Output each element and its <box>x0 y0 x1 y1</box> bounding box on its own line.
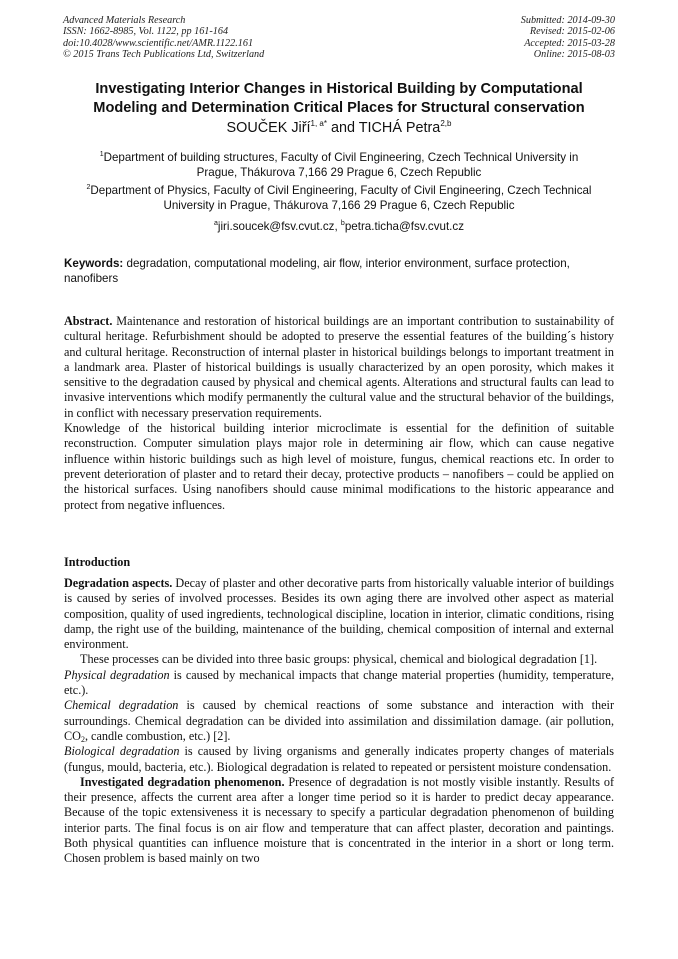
affiliation-1-number: 1 <box>99 151 104 158</box>
date-revised: Revised: 2015-02-06 <box>529 26 615 38</box>
introduction-body <box>64 576 614 867</box>
journal-copyright: © 2015 Trans Tech Publications Ltd, Switzerland <box>63 49 265 61</box>
email-b: petra.ticha@fsv.cvut.cz <box>344 220 464 233</box>
journal-header <box>63 15 264 61</box>
abstract <box>64 314 614 513</box>
email-b-marker: b <box>340 220 345 227</box>
affiliation-2-line-2: University in Prague, Thákurova 7,166 29 Prague 6, Czech Republic <box>163 199 515 212</box>
intro-p1-text: Decay of plaster and other decorative parts from historically valuable interior of buildings is caused by series of involved processes. Besides its own aging there are involved other aspect as material composition, quality of used ingredients, technological discipline, location in interior, climatic conditions, rising damp, the right use of the building, maintenance of the building, chemical composition of internal and external environment. <box>64 576 615 652</box>
introduction-heading: Introduction <box>64 555 131 569</box>
keywords-label: Keywords: <box>64 257 124 270</box>
intro-p1-label: Degradation aspects. <box>64 576 173 590</box>
paper-title <box>50 80 628 118</box>
abstract-label: Abstract. <box>64 314 113 328</box>
intro-p4-text-a: is caused by chemical reactions of some substance and interaction with their surroundings. Chemical degradation can be divided into assimilation and dissimilation damage. (air pollution, CO <box>64 698 615 743</box>
affiliation-1 <box>58 150 620 180</box>
abstract-paragraph-2: Knowledge of the historical building interior microclimate is essential for the definition of suitable reconstruction. Computer simulation plays major role in determining air flow, which can cause negative influence within historic buildings such as high level of moisture, fungus, chemical reactions etc. In order to prevent deterioration of plaster and to retard their decay, protective products – nanofibers – could be applied on the historical surfaces. Using nanofibers should cause minimal modifications to the historic appearance and protect from negative influences. <box>64 421 614 512</box>
intro-paragraph-4 <box>64 698 614 744</box>
affiliation-1-line-1: Department of building structures, Faculty of Civil Engineering, Czech Technical University in <box>103 151 579 164</box>
journal-doi: doi:10.4028/www.scientific.net/AMR.1122.161 <box>63 37 254 49</box>
author-emails <box>58 219 620 234</box>
email-a-marker: a <box>213 220 218 227</box>
journal-name: Advanced Materials Research <box>63 15 186 26</box>
affiliation-2-number: 2 <box>86 184 91 191</box>
intro-p5-text: is caused by living organisms and generally indicates property changes of materials (fungus, mould, bacteria, etc.). Biological degradation is related to repeated or persistent moisture condensation. <box>64 744 614 774</box>
intro-paragraph-5 <box>64 744 614 775</box>
author-2-marker: 2,b <box>440 119 452 128</box>
author-1: SOUČEK Jiří <box>226 120 311 136</box>
intro-p3-label: Physical degradation <box>64 667 170 682</box>
affiliation-2 <box>58 183 620 213</box>
affiliation-2-line-1: Department of Physics, Faculty of Civil Engineering, Faculty of Civil Engineering, Czech Technical <box>90 184 592 197</box>
title-line-1: Investigating Interior Changes in Historical Building by Computational <box>95 81 583 97</box>
intro-paragraph-6 <box>64 775 614 867</box>
intro-paragraph-2: These processes can be divided into three basic groups: physical, chemical and biological degradation [1]. <box>80 652 598 667</box>
intro-p3-text: is caused by mechanical impacts that change material properties (humidity, temperature, etc.). <box>64 667 614 698</box>
intro-p4-text-b: , candle combustion, etc.) [2]. <box>84 728 231 743</box>
author-connector: and <box>330 120 355 136</box>
keywords-text: degradation, computational modeling, air flow, interior environment, surface protection, nanofibers <box>64 257 570 285</box>
date-submitted: Submitted: 2014-09-30 <box>520 15 615 26</box>
author-2: TICHÁ Petra <box>358 120 441 136</box>
date-accepted: Accepted: 2015-03-28 <box>524 37 615 49</box>
author-1-marker: 1, a* <box>310 119 327 128</box>
keywords <box>64 256 614 286</box>
abstract-paragraph-1 <box>64 314 614 421</box>
intro-p5-label: Biological degradation <box>64 744 180 759</box>
email-a: jiri.soucek@fsv.cvut.cz, <box>217 220 338 233</box>
title-line-2: Modeling and Determination Critical Places for Structural conservation <box>93 100 585 116</box>
intro-p6-text: Presence of degradation is not mostly visible instantly. Results of their presence, affects the current area after a longer time period so it is harder to predict decay appearance. Because of the topic extensiveness it is necessary to specify a particular degradation phenomenon of building interior parts. The final focus is on air flow and temperature that can affect plaster, decoration and paintings. Both physical quantities can influence moisture that is concentrated in the interior in a short or long term. Chosen problem is based mainly on two <box>64 774 615 866</box>
intro-p6-label: Investigated degradation phenomenon. <box>80 774 285 789</box>
intro-paragraph-3 <box>64 668 614 699</box>
date-online: Online: 2015-08-03 <box>533 49 615 61</box>
abstract-text-1: Maintenance and restoration of historical buildings are an important contribution to sustainability of cultural heritage. Refurbishment should be adopted to preserve the essential features of the building´s history and cultural heritage. Reconstruction of internal plaster in historical buildings belongs to important treatment in a landmark area. Plaster of historical buildings is usually characterized by an open porosity, which makes it sensitive to the degradation caused by physical and chemical agents. Alterations and structural faults can lead to invasive interventions which modify permanently the cultural value and the structural behavior of the buildings, in conflict with necessary preservation requirements. <box>64 314 615 420</box>
journal-issn: ISSN: 1662-8985, Vol. 1122, pp 161-164 <box>63 26 229 38</box>
intro-p4-subscript: 2 <box>80 734 85 744</box>
intro-p4-label: Chemical degradation <box>64 698 179 713</box>
publication-dates <box>521 15 615 61</box>
affiliation-1-line-2: Prague, Thákurova 7,166 29 Prague 6, Czech Republic <box>196 166 482 179</box>
intro-paragraph-1 <box>64 576 614 652</box>
author-list <box>0 119 678 137</box>
